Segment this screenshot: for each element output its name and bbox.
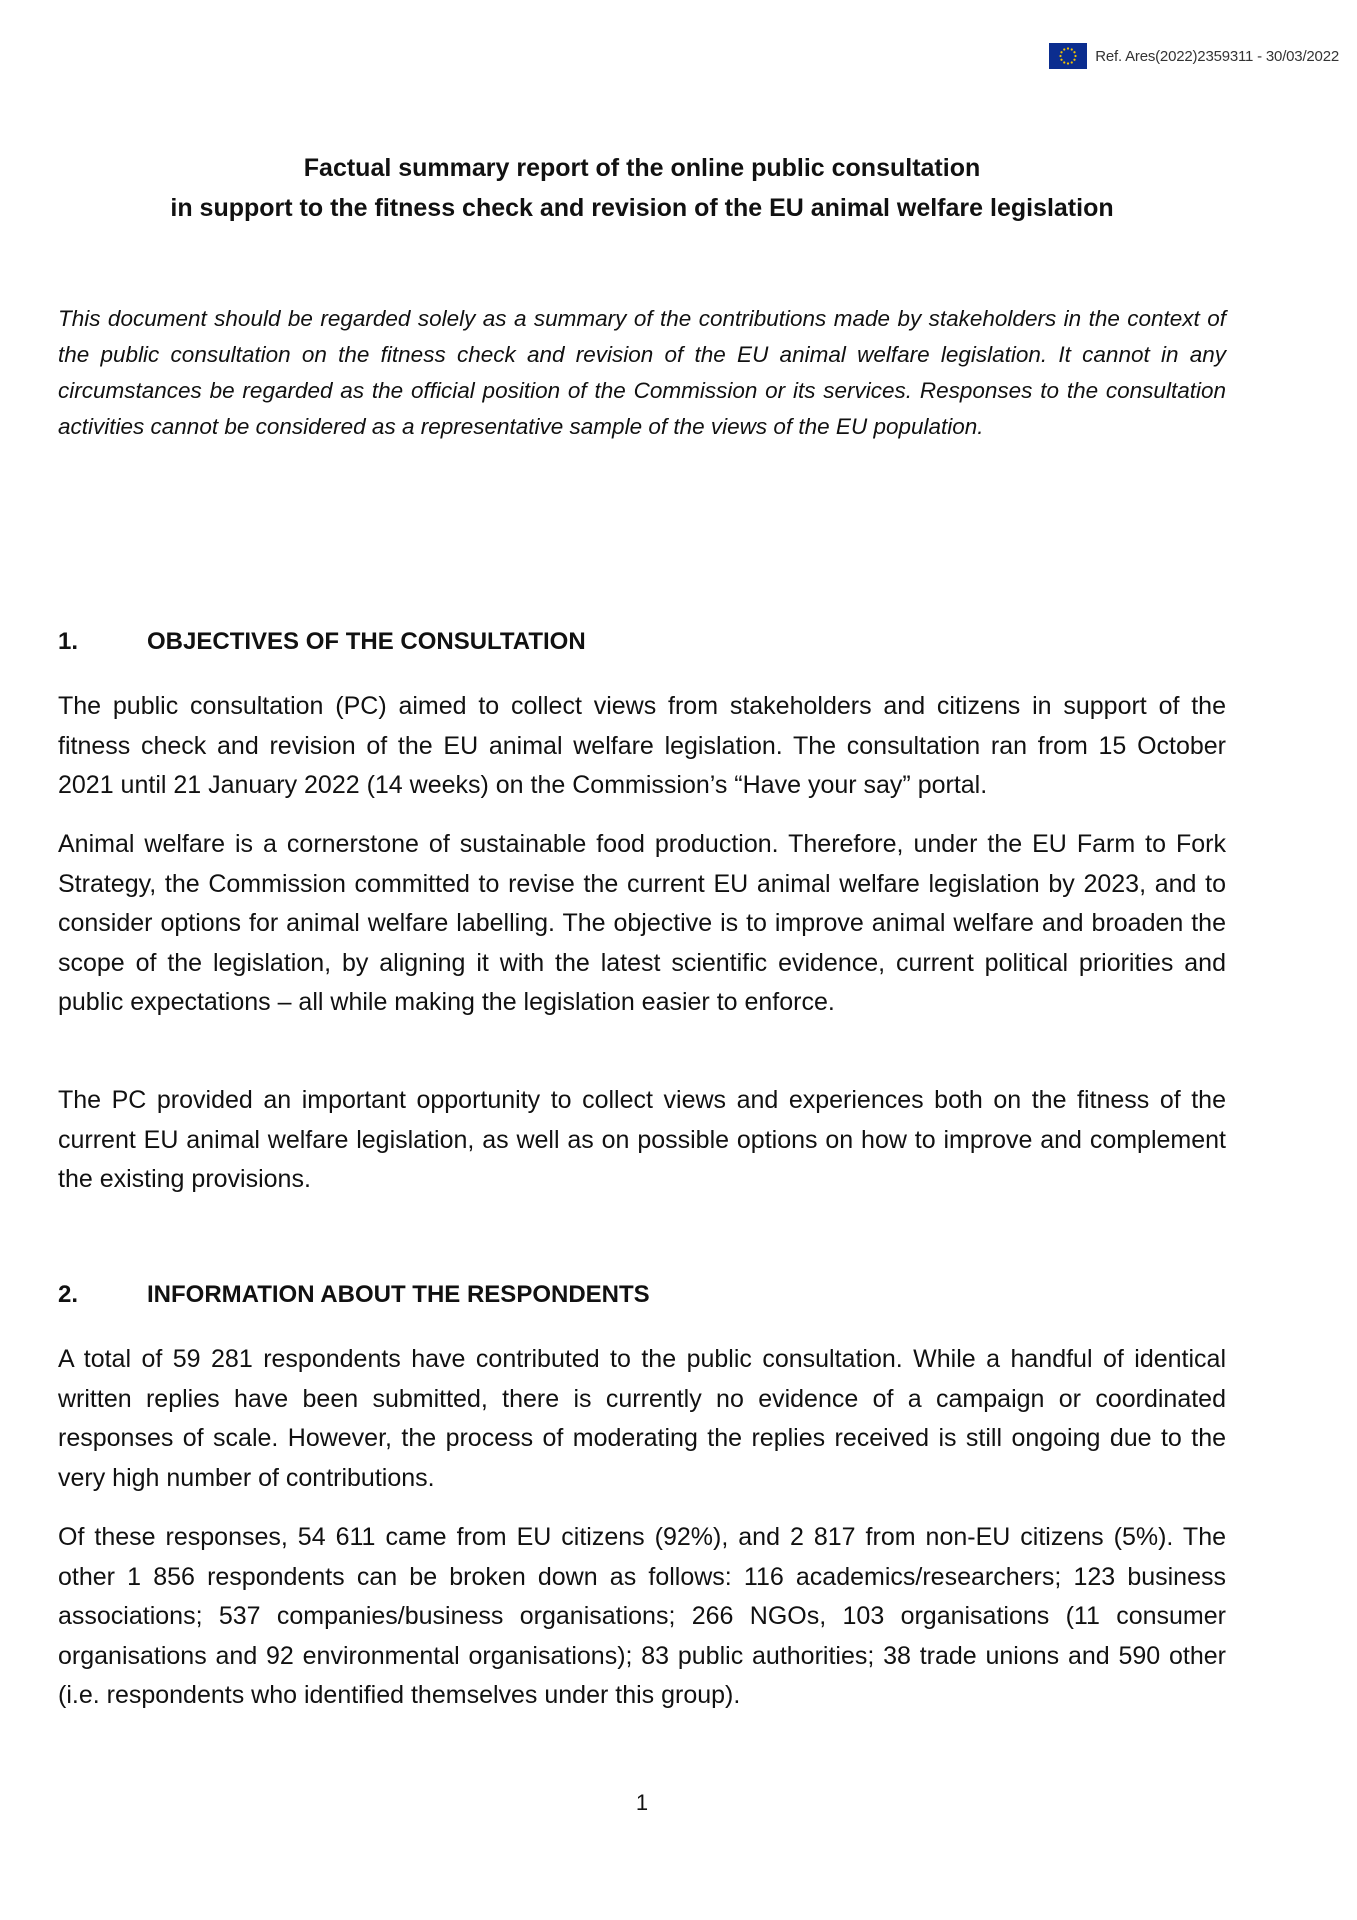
document-title-line-2: in support to the fitness check and revision of the EU animal welfare legislation — [170, 194, 1114, 222]
reference-text: Ref. Ares(2022)2359311 - 30/03/2022 — [1095, 47, 1339, 65]
section-1-title: OBJECTIVES OF THE CONSULTATION — [147, 628, 586, 655]
section-2-number: 2. — [58, 1281, 79, 1308]
section-1-heading — [58, 628, 1226, 656]
section-2-paragraph-2: Of these responses, 54 611 came from EU citizens (92%), and 2 817 from non-EU citizens (5%). The other 1 856 respondents can be broken down as follows: 116 academics/researchers; 123 business associations; 537 companies/business organisations; 266 NGOs, 103 organisations (11 consumer organisations and 92 environmental organisations); 83 public authorities; 38 trade unions and 590 other (i.e. respondents who identified themselves under this group). — [58, 1523, 1226, 1709]
section-1-paragraph-1: The public consultation (PC) aimed to collect views from stakeholders and citizens in support of the fitness check and revision of the EU animal welfare legislation. The consultation ran from 15 October 2021 until 21 January 2022 (14 weeks) on the Commission’s “Have your say” portal. — [58, 692, 1226, 799]
disclaimer-text: This document should be regarded solely as a summary of the contributions made by stakeholders in the context of the public consultation on the fitness check and revision of the EU animal welfare legislation. It cannot in any circumstances be regarded as the official position of the Commission or its services. Responses to the consultation activities cannot be considered as a representative sample of the views of the EU population. — [58, 306, 1226, 439]
document-title — [0, 148, 1284, 228]
section-2-heading — [58, 1281, 1226, 1309]
reference-stamp — [1049, 43, 1339, 69]
section-1-paragraph-2: Animal welfare is a cornerstone of sustainable food production. Therefore, under the EU Farm to Fork Strategy, the Commission committed to revise the current EU animal welfare legislation by 2023, and to consider options for animal welfare labelling. The objective is to improve animal welfare and broaden the scope of the legislation, by aligning it with the latest scientific evidence, current political priorities and public expectations – all while making the legislation easier to enforce. — [58, 830, 1226, 1016]
section-2-paragraph-1: A total of 59 281 respondents have contributed to the public consultation. While a handful of identical written replies have been submitted, there is currently no evidence of a campaign or coordinated responses of scale. However, the process of moderating the replies received is still ongoing due to the very high number of contributions. — [58, 1345, 1226, 1492]
page-number: 1 — [635, 1790, 649, 1815]
section-1-number: 1. — [58, 628, 79, 655]
document-title-line-1: Factual summary report of the online public consultation — [303, 154, 981, 182]
section-2-title: INFORMATION ABOUT THE RESPONDENTS — [147, 1281, 650, 1308]
eu-flag-icon — [1049, 43, 1087, 69]
section-1-paragraph-3: The PC provided an important opportunity to collect views and experiences both on the fitness of the current EU animal welfare legislation, as well as on possible options on how to improve and complement the existing provisions. — [58, 1086, 1226, 1193]
